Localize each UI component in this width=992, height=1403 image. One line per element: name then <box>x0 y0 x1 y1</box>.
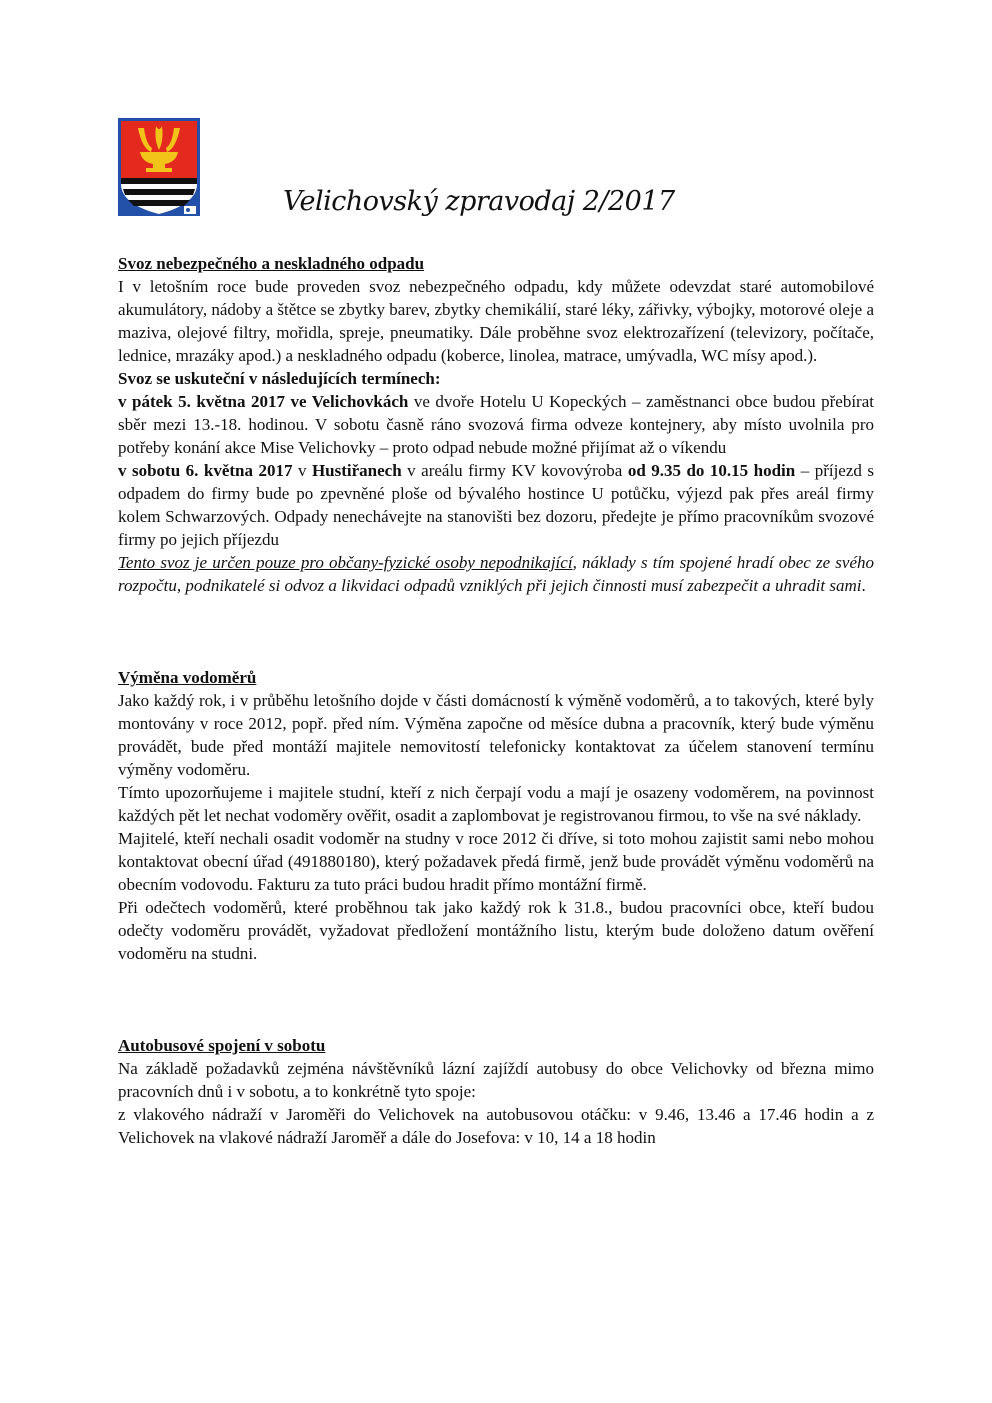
waste-terms-heading: Svoz se uskuteční v následujících termínech: <box>118 369 441 388</box>
term1-text: ve dvoře Hotelu U Kopeckých – zaměstnanci obce budou přebírat sběr mezi 13.-18. hodinou. V sobotu časně ráno svozová firma odveze kontejnery, aby místo uvolnila pro potřeby konání akce Mise Velichovky – proto odpad nebude možné přijímat až o víkendu <box>118 392 874 457</box>
waste-note <box>118 551 874 597</box>
coat-of-arms-logo <box>118 118 200 216</box>
section-spacer <box>118 965 874 1034</box>
term2-location: v areálu firmy KV kovovýroba <box>401 461 628 480</box>
section-heading-water-meters: Výměna vodoměrů <box>118 668 257 687</box>
term2-date: v sobotu 6. května 2017 <box>118 461 293 480</box>
waste-term-1 <box>118 390 874 459</box>
water-meters-paragraph-4: Při odečtech vodoměrů, které proběhnou tak jako každý rok k 31.8., budou pracovníci obce, kteří budou odečty vodoměru provádět, vyžadovat předložení montážního listu, kterým bude doloženo datum ověření vodoměru na studni. <box>118 898 874 963</box>
water-meters-paragraph-1: Jako každý rok, i v průběhu letošního dojde v části domácností k výměně vodoměrů, a to takových, které byly montovány v roce 2012, popř. před ním. Výměna započne od měsíce dubna a pracovník, který bude výměnu provádět, bude před montáží majitele nemovitostí telefonicky kontaktovat za účelem stanovení termínu výměny vodoměru. <box>118 691 874 779</box>
term2-connector: v <box>292 461 312 480</box>
newsletter-title: Velichovský zpravodaj 2/2017 <box>283 186 675 217</box>
waste-intro: I v letošním roce bude proveden svoz nebezpečného odpadu, kdy můžete odevzdat staré automobilové akumulátory, nádoby a štětce se zbytky barev, zbytky chemikálií, staré léky, zářivky, výbojky, motorové oleje a maziva, olejové filtry, mořidla, spreje, pneumatiky. Dále proběhne svoz elektrozařízení (televizory, počítače, lednice, mrazáky apod.) a neskladného odpadu (koberce, linolea, matrace, umývadla, WC mísy apod.). <box>118 277 874 365</box>
note-underlined: Tento svoz je určen pouze pro občany-fyzické osoby nepodnikající <box>118 553 573 572</box>
water-meters-paragraph-3: Majitelé, kteří nechali osadit vodoměr na studny v roce 2012 či dříve, si toto mohou zajistit sami nebo mohou kontaktovat obecní úřad (491880180), který požadavek předá firmě, jenž bude provádět výměnu vodoměrů na obecním vodovodu. Fakturu za tuto práci budou hradit přímo montážní firmě. <box>118 829 874 894</box>
newsletter-body <box>118 252 874 1149</box>
waste-term-2 <box>118 459 874 551</box>
term2-place: Hustiřanech <box>311 461 402 480</box>
note-end: . <box>861 576 866 595</box>
bus-paragraph-1: Na základě požadavků zejména návštěvníků lázní zajíždí autobusy do obce Velichovky od března mimo pracovních dnů i v sobotu, a to konkrétně tyto spoje: <box>118 1059 874 1101</box>
term2-text: – příjezd s odpadem do firmy bude po zpevněné ploše od bývalého hostince U potůčku, výjezd pak přes areál firmy kolem Schwarzových. Odpady nenechávejte na stanovišti bez dozoru, předejte je přímo pracovníkům svozové firmy po jejich příjezdu <box>118 461 874 549</box>
section-heading-bus: Autobusové spojení v sobotu <box>118 1036 326 1055</box>
note-rest: , náklady s tím spojené hradí obec ze svého rozpočtu, podnikatelé si odvoz a likvidaci odpadů vzniklých při jejich činnosti musí zabezpečit a uhradit sami <box>118 553 874 595</box>
section-spacer <box>118 597 874 666</box>
water-meters-paragraph-2: Tímto upozorňujeme i majitele studní, kteří z nich čerpají vodu a mají je osazeny vodoměrem, na povinnost každých pět let nechat vodoměry ověřit, osadit a zaplombovat je registrovanou firmou, to vše na své náklady. <box>118 783 874 825</box>
section-heading-waste: Svoz nebezpečného a neskladného odpadu <box>118 254 425 273</box>
term1-date-place: v pátek 5. května 2017 ve Velichovkách <box>118 392 409 411</box>
term2-time: od 9.35 do 10.15 hodin <box>627 461 796 480</box>
velichovky-coat-of-arms-icon <box>118 118 200 216</box>
bus-paragraph-2: z vlakového nádraží v Jaroměři do Velichovek na autobusovou otáčku: v 9.46, 13.46 a 17.46 hodin a z Velichovek na vlakové nádraží Jaroměř a dále do Josefova: v 10, 14 a 18 hodin <box>118 1105 874 1147</box>
